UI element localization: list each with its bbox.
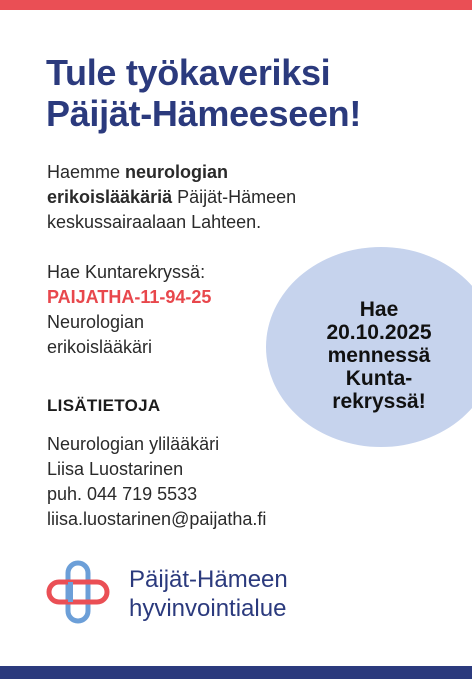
deadline-line-5: rekryssä! [332,390,426,413]
contact-info [47,432,266,532]
top-accent-bar [0,0,472,10]
intro-suffix: Päijät-Hämeen keskussairaalaan Lahteen. [47,187,297,232]
brand-name [129,565,288,623]
position-line-1: Neurologian [47,312,145,332]
bottom-accent-bar [0,666,472,679]
contact-email: liisa.luostarinen@paijatha.fi [47,509,267,529]
intro-emphasis: neurologian erikoislääkäriä [47,162,229,207]
intro-text [47,160,347,235]
intro-prefix: Haemme [47,162,126,182]
contact-title: Neurologian ylilääkäri [47,434,220,454]
job-code: PAIJATHA-11-94-25 [47,287,212,307]
position-line-2: erikoislääkäri [47,337,153,357]
title-line-1: Tule työkaveriksi [46,52,331,93]
deadline-line-3: mennessä [327,344,431,367]
deadline-line-2: 20.10.2025 [326,321,432,344]
page-title [46,52,361,134]
search-label: Hae Kuntarekryssä: [47,262,206,282]
contact-heading: LISÄTIETOJA [47,396,161,415]
deadline-text [306,298,452,413]
deadline-line-4: Kunta- [345,367,413,390]
brand-line-1: Päijät-Hämeen [129,566,288,593]
search-info [47,260,211,360]
title-line-2: Päijät-Hämeeseen! [46,93,362,134]
deadline-line-1: Hae [359,298,399,321]
contact-name: Liisa Luostarinen [47,459,184,479]
contact-phone: puh. 044 719 5533 [47,484,198,504]
interlocking-cross-logo-icon [46,560,110,624]
brand-line-2: hyvinvointialue [129,595,287,622]
